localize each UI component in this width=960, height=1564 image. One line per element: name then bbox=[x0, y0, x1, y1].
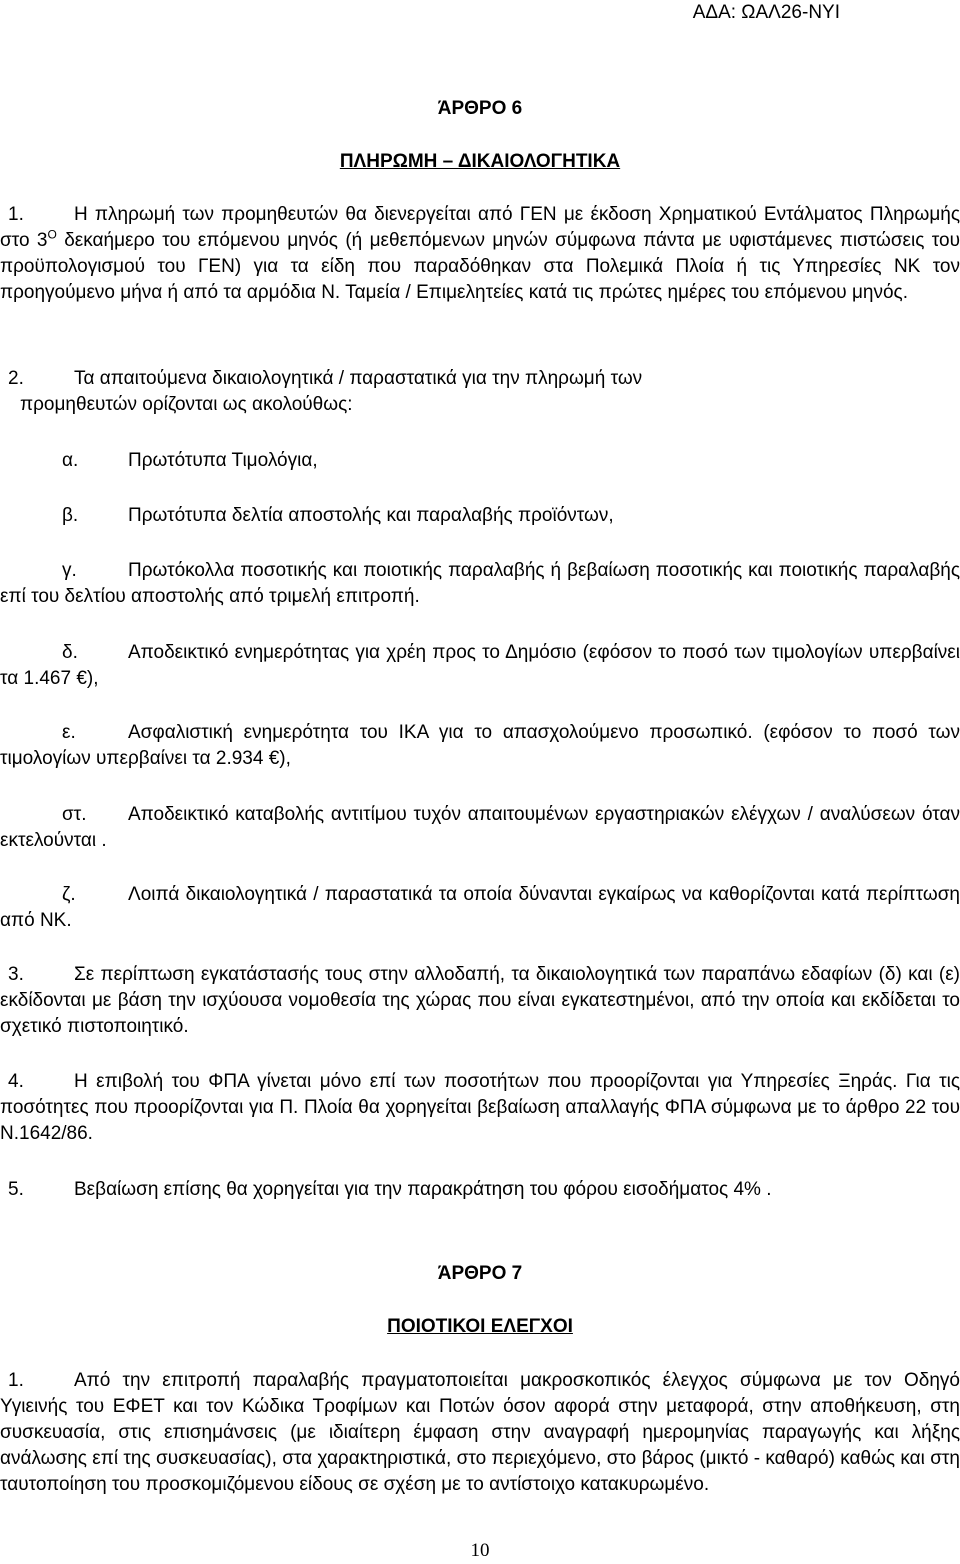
item-text: Αποδεικτικό καταβολής αντιτίμου τυχόν απαιτουμένων εργαστηριακών ελέγχων / αναλύσεων όταν εκτελούνται . bbox=[0, 804, 960, 851]
list-item bbox=[0, 640, 960, 692]
paragraph-text: Η επιβολή του ΦΠΑ γίνεται μόνο επί των ποσοτήτων που προορίζονται για Υπηρεσίες Ξηράς. Για τις ποσότητες που προορίζονται για Π. Πλοία θα χορηγείται βεβαίωση απαλλαγής ΦΠΑ σύμφωνα με το άρθρο 22 του Ν.1642/86. bbox=[0, 1071, 960, 1144]
article-6-paragraph-1 bbox=[0, 202, 960, 306]
item-label: δ. bbox=[62, 642, 78, 663]
item-label: γ. bbox=[62, 560, 77, 581]
item-label: ζ. bbox=[62, 884, 76, 905]
article-6-paragraph-2 bbox=[0, 366, 960, 418]
item-text: Λοιπά δικαιολογητικά / παραστατικά τα οποία δύνανται εγκαίρως να καθορίζονται κατά περίπτωση από ΝΚ. bbox=[0, 884, 960, 931]
list-item bbox=[0, 503, 960, 529]
paragraph-number: 1. bbox=[8, 1370, 24, 1391]
item-text: Πρωτότυπα Τιμολόγια, bbox=[128, 450, 318, 471]
paragraph-number: 1. bbox=[8, 204, 24, 225]
paragraph-text: Σε περίπτωση εγκατάστασής τους στην αλλοδαπή, τα δικαιολογητικά των παραπάνω εδαφίων (δ) και (ε) εκδίδονται με βάση την ισχύουσα νομοθεσία της χώρας που είναι εγκατεστημένοι, από την οποία και εκδίδεται το σχετικό πιστοποιητικό. bbox=[0, 964, 960, 1037]
paragraph-text: Από την επιτροπή παραλαβής πραγματοποιείται μακροσκοπικός έλεγχος σύμφωνα με τον Οδηγό Υγιεινής του ΕΦΕΤ και τον Κώδικα Τροφίμων και Ποτών όσον αφορά στην μεταφορά, στην αποθήκευση, στη συσκευασία, στις επισημάνσεις (με ιδιαίτερη έμφαση στην αναγραφή ημερομηνίας παραγωγής και λήξης ανάλωσης επί της συσκευασίας), στα χαρακτηριστικά, στο περιεχόμενο, στο βάρος (μικτό - καθαρό) καθώς και στη ταυτοποίηση του προσκομιζόμενου είδους σε σχέση με το αντίστοιχο κατακυρωμένο. bbox=[0, 1370, 960, 1495]
list-item bbox=[0, 802, 960, 854]
list-item bbox=[0, 448, 960, 474]
ada-code: ΑΔΑ: ΩΑΛ26-ΝΥΙ bbox=[692, 2, 840, 23]
list-item bbox=[0, 720, 960, 772]
article-6-paragraph-3 bbox=[0, 962, 960, 1040]
article-6-paragraph-4 bbox=[0, 1069, 960, 1147]
article-7-subtitle bbox=[0, 1314, 960, 1340]
paragraph-text-b: προμηθευτών ορίζονται ως ακολούθως: bbox=[20, 394, 353, 415]
paragraph-text-a: Τα απαιτούμενα δικαιολογητικά / παραστατικά για την πληρωμή των bbox=[74, 368, 643, 389]
list-item bbox=[0, 882, 960, 934]
item-text: Ασφαλιστική ενημερότητα του ΙΚΑ για το απασχολούμενο προσωπικό. (εφόσον το ποσό των τιμολογίων υπερβαίνει τα 2.934 €), bbox=[0, 722, 960, 769]
article-6-title: ΆΡΘΡΟ 6 bbox=[437, 98, 523, 119]
item-text: Πρωτόκολλα ποσοτικής και ποιοτικής παραλαβής ή βεβαίωση ποσοτικής και ποιοτικής παραλαβής επί του δελτίου αποστολής από τριμελή επιτροπή. bbox=[0, 560, 960, 607]
paragraph-number: 2. bbox=[8, 368, 24, 389]
item-label: στ. bbox=[62, 804, 87, 825]
article-6-paragraph-5 bbox=[0, 1177, 960, 1203]
item-label: ε. bbox=[62, 722, 76, 743]
article-6-subtitle bbox=[0, 149, 960, 175]
list-item bbox=[0, 558, 960, 610]
page-number: 10 bbox=[470, 1540, 490, 1561]
article-7-subtitle-text: ΠΟΙΟΤΙΚΟΙ ΕΛΕΓΧΟΙ bbox=[387, 1316, 573, 1337]
paragraph-number: 4. bbox=[8, 1071, 24, 1092]
paragraph-text-b: δεκαήμερο του επόμενου μηνός (ή μεθεπόμενων μηνών σύμφωνα πάντα με υφιστάμενες πιστώσεις του προϋπολογισμού του ΓΕΝ) για τα είδη που παραδόθηκαν στα Πολεμικά Πλοία ή τις Υπηρεσίες ΝΚ τον προηγούμενο μήνα ή από τα αρμόδια Ν. Ταμεία / Επιμελητείες κατά τις πρώτες ημέρες του επόμενου μηνός. bbox=[0, 230, 960, 303]
superscript-o: Ο bbox=[47, 227, 57, 242]
item-label: β. bbox=[62, 505, 79, 526]
paragraph-number: 5. bbox=[8, 1179, 24, 1200]
article-7-paragraph-1 bbox=[0, 1368, 960, 1498]
paragraph-text: Βεβαίωση επίσης θα χορηγείται για την παρακράτηση του φόρου εισοδήματος 4% . bbox=[74, 1179, 772, 1200]
article-6-subtitle-text: ΠΛΗΡΩΜΗ – ΔΙΚΑΙΟΛΟΓΗΤΙΚΑ bbox=[339, 151, 621, 172]
paragraph-number: 3. bbox=[8, 964, 24, 985]
item-text: Πρωτότυπα δελτία αποστολής και παραλαβής προϊόντων, bbox=[128, 505, 614, 526]
article-7-title: ΆΡΘΡΟ 7 bbox=[437, 1263, 523, 1284]
item-text: Αποδεικτικό ενημερότητας για χρέη προς το Δημόσιο (εφόσον το ποσό των τιμολογίων υπερβαίνει τα 1.467 €), bbox=[0, 642, 960, 689]
paragraph-text-a: Η πληρωμή των προμηθευτών θα διενεργείται από ΓΕΝ με έκδοση Χρηματικού Εντάλματος Πληρωμής στο 3 bbox=[0, 204, 960, 251]
item-label: α. bbox=[62, 450, 79, 471]
